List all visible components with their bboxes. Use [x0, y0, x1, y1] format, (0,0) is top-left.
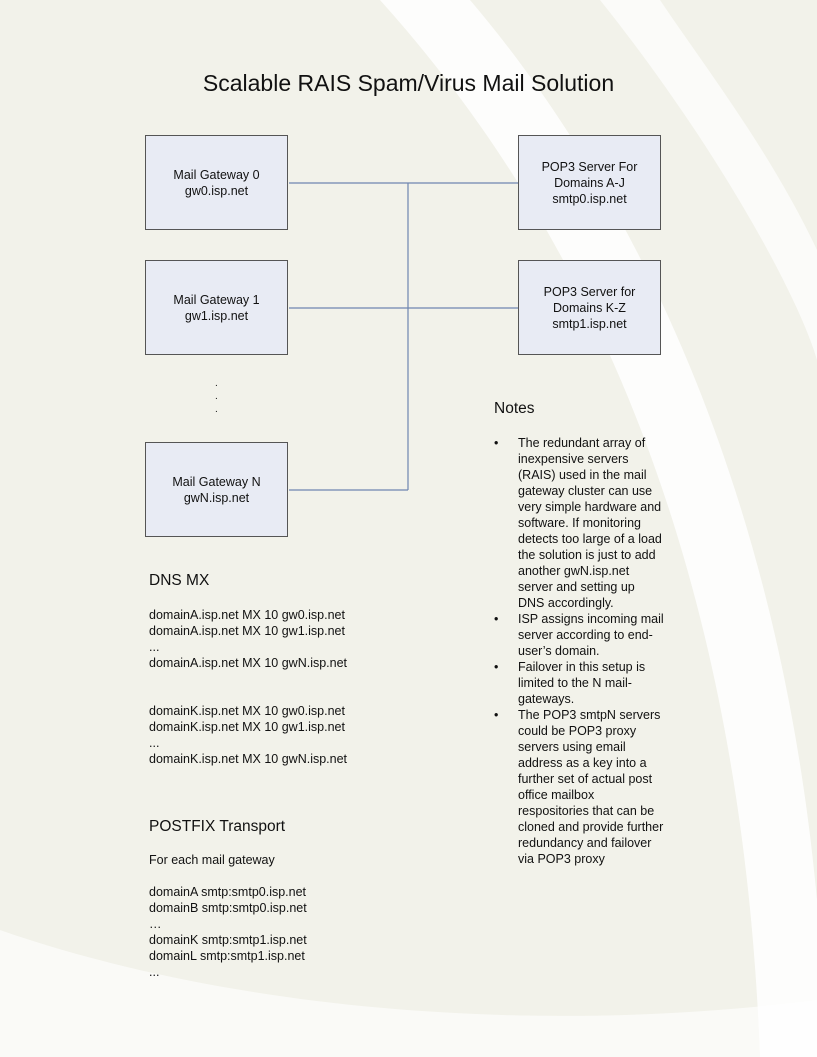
ellipsis-dot: .	[215, 391, 218, 402]
mail-gateway-n-box	[145, 442, 288, 537]
text-line: domainA smtp:smtp0.isp.net	[149, 885, 307, 899]
text-line: domainA.isp.net MX 10 gw1.isp.net	[149, 624, 345, 638]
text-line: For each mail gateway	[149, 853, 275, 867]
gateway-name: Mail Gateway 1	[173, 292, 260, 307]
text-line: domainL smtp:smtp1.isp.net	[149, 949, 305, 963]
text-line: domainK.isp.net MX 10 gwN.isp.net	[149, 752, 348, 766]
text-line: domainK smtp:smtp1.isp.net	[149, 933, 307, 947]
text-line: domainA.isp.net MX 10 gw0.isp.net	[149, 608, 345, 622]
mail-gateway-1-box	[145, 260, 288, 355]
gateway-name: Mail Gateway 0	[173, 167, 260, 182]
text-line: ...	[149, 965, 160, 979]
text-line	[149, 687, 347, 703]
dns-mx-records	[149, 607, 347, 767]
gateway-host: gw1.isp.net	[184, 308, 249, 323]
postfix-heading: POSTFIX Transport	[149, 818, 286, 835]
text-line: ...	[149, 640, 160, 654]
note-item: • The POP3 smtpN servers could be POP3 proxy servers using email address as a key into a further set of actual post office mailbox respositories that can be cloned and provide further redundancy and failover via POP3 proxy	[494, 707, 664, 867]
note-item: • The redundant array of inexpensive servers (RAIS) used in the mail gateway cluster can use very simple hardware and software. If monitoring detects too large of a load the solution is just to add another gwN.isp.net server and setting up DNS accordingly.	[494, 435, 664, 611]
text-line: domainK.isp.net MX 10 gw1.isp.net	[149, 720, 345, 734]
server-line: smtp0.isp.net	[552, 191, 627, 206]
pop3-server-k-z-box	[518, 260, 661, 355]
diagram-title: Scalable RAIS Spam/Virus Mail Solution	[202, 70, 615, 96]
server-line: Domains A-J	[554, 175, 625, 190]
server-line: Domains K-Z	[553, 300, 626, 315]
text-line: domainB smtp:smtp0.isp.net	[149, 901, 307, 915]
notes-heading: Notes	[494, 400, 535, 417]
gateway-host: gw0.isp.net	[184, 183, 249, 198]
notes-list	[494, 435, 664, 867]
text-line: domainK.isp.net MX 10 gw0.isp.net	[149, 704, 345, 718]
ellipsis-dot: .	[215, 404, 218, 415]
text-line	[149, 671, 347, 687]
ellipsis-dot: .	[215, 378, 218, 389]
text-line: …	[149, 917, 162, 931]
note-item: • ISP assigns incoming mail server according to end-user’s domain.	[494, 611, 664, 659]
text-line	[149, 868, 307, 884]
server-line: smtp1.isp.net	[552, 316, 627, 331]
server-line: POP3 Server for	[543, 284, 636, 299]
text-line: domainA.isp.net MX 10 gwN.isp.net	[149, 656, 348, 670]
gateway-host: gwN.isp.net	[183, 490, 250, 505]
dns-mx-heading: DNS MX	[149, 572, 210, 589]
server-line: POP3 Server For	[541, 159, 638, 174]
gateway-name: Mail Gateway N	[172, 474, 261, 489]
mail-gateway-0-box	[145, 135, 288, 230]
text-line: ...	[149, 736, 160, 750]
postfix-transport-lines	[149, 852, 307, 980]
pop3-server-a-j-box	[518, 135, 661, 230]
note-item: • Failover in this setup is limited to the N mail-gateways.	[494, 659, 664, 707]
